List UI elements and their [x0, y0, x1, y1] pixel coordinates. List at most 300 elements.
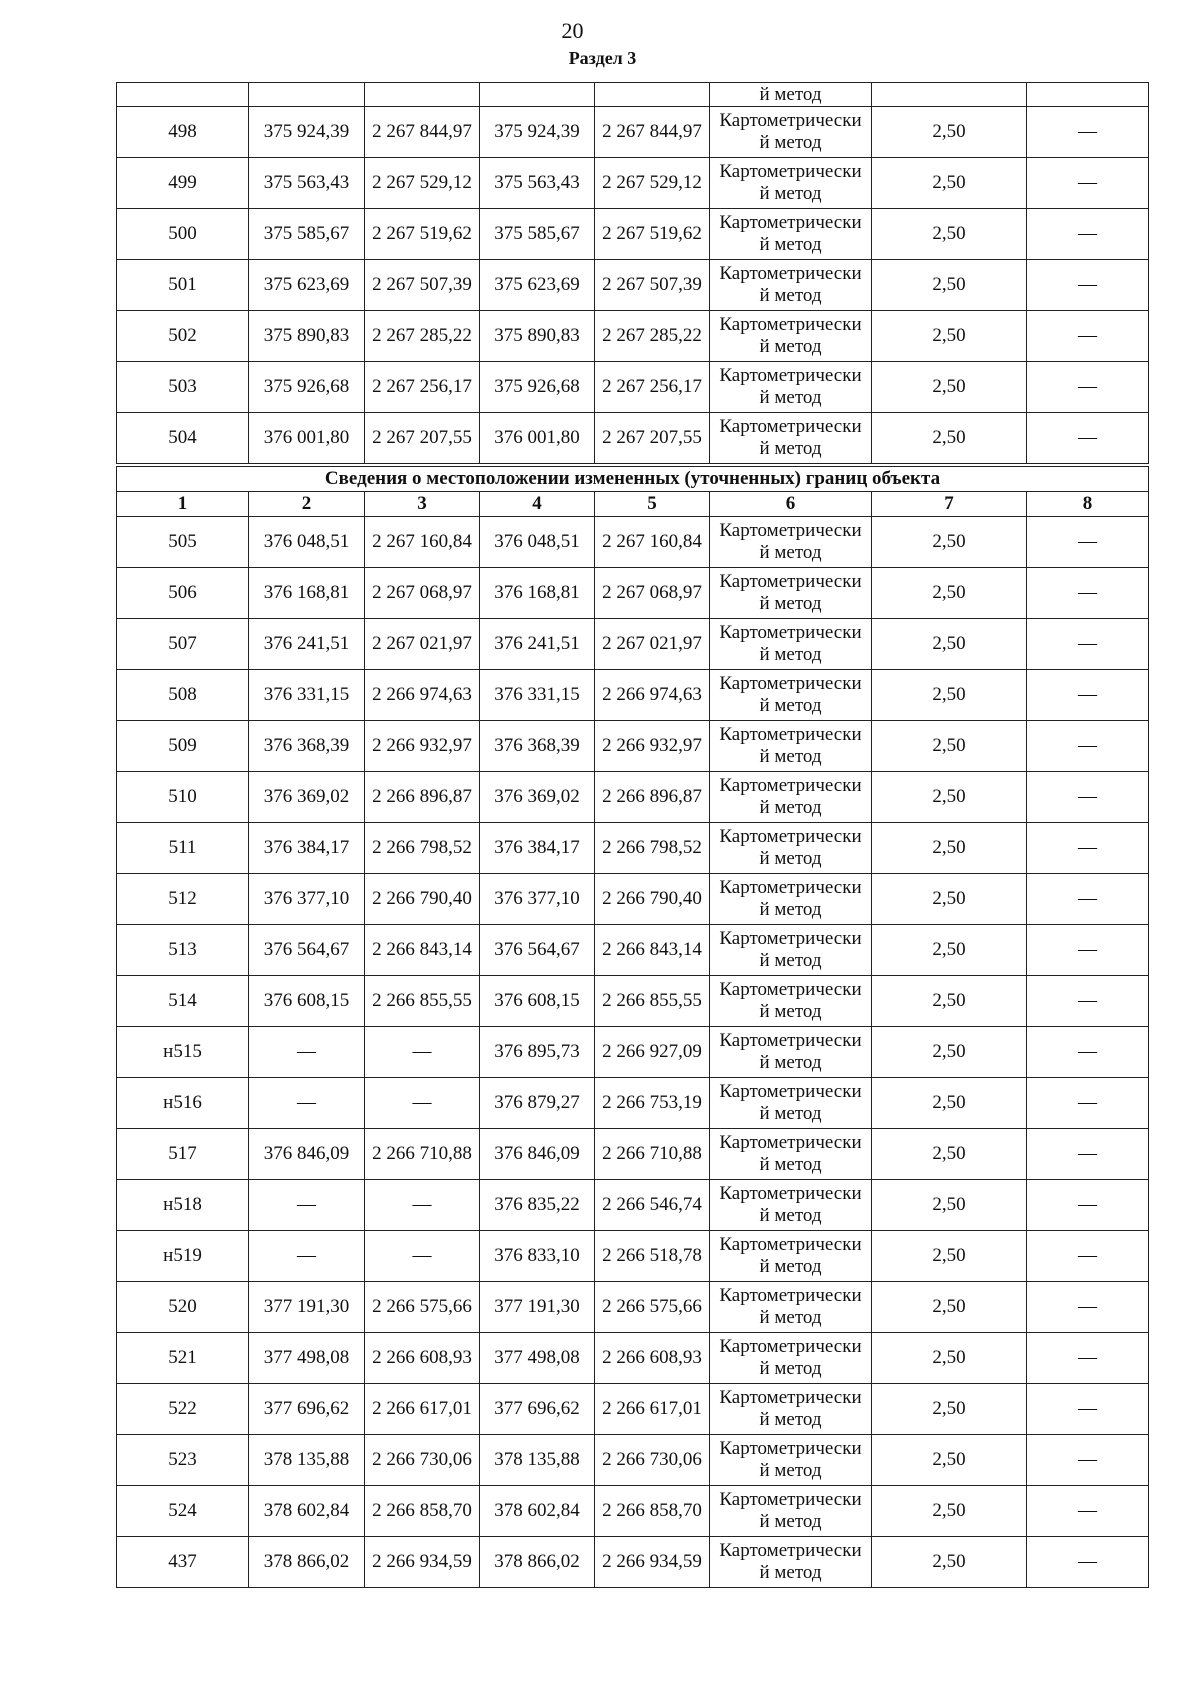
x-new-cell: 376 369,02: [480, 772, 595, 823]
x-new-cell: 376 895,73: [480, 1027, 595, 1078]
method-line-2: й метод: [759, 797, 822, 818]
note-cell: —: [1027, 1282, 1149, 1333]
column-numbers-row: [117, 492, 1149, 517]
column-number: 3: [365, 492, 480, 517]
column-number: 2: [249, 492, 365, 517]
y-new-cell: 2 266 974,63: [595, 670, 710, 721]
method-cell: [710, 413, 872, 466]
accuracy-cell: 2,50: [872, 976, 1027, 1027]
method-line-1: Картометрически: [719, 724, 862, 745]
x-new-cell: 377 498,08: [480, 1333, 595, 1384]
method-cell: [710, 1537, 872, 1588]
y-old-cell: —: [365, 1180, 480, 1231]
y-new-cell: 2 266 843,14: [595, 925, 710, 976]
y-new-cell: 2 267 507,39: [595, 260, 710, 311]
accuracy-cell: 2,50: [872, 158, 1027, 209]
x-old-cell: 376 001,80: [249, 413, 365, 466]
x-new-cell: 376 564,67: [480, 925, 595, 976]
method-line-2: й метод: [759, 899, 822, 920]
x-new-cell: 376 001,80: [480, 413, 595, 466]
y-old-cell: 2 266 730,06: [365, 1435, 480, 1486]
x-old-cell: 376 241,51: [249, 619, 365, 670]
method-line-2: й метод: [759, 1562, 822, 1583]
table-row: [117, 1180, 1149, 1231]
x-old-cell: 375 926,68: [249, 362, 365, 413]
method-line-1: Картометрически: [719, 979, 862, 1000]
x-new-cell: 376 241,51: [480, 619, 595, 670]
point-cell: 514: [117, 976, 249, 1027]
point-cell: 500: [117, 209, 249, 260]
method-cell: й метод: [710, 83, 872, 107]
y-new-cell: 2 267 844,97: [595, 107, 710, 158]
point-cell: 508: [117, 670, 249, 721]
x-new-cell: 376 331,15: [480, 670, 595, 721]
point-cell: 498: [117, 107, 249, 158]
method-line-1: Картометрически: [719, 1081, 862, 1102]
method-cell: [710, 670, 872, 721]
note-cell: —: [1027, 1333, 1149, 1384]
method-line-2: й метод: [759, 1460, 822, 1481]
table-row: [117, 158, 1149, 209]
method-line-2: й метод: [759, 695, 822, 716]
y-new-cell: 2 267 285,22: [595, 311, 710, 362]
method-line-1: Картометрически: [719, 1285, 862, 1306]
point-cell: н518: [117, 1180, 249, 1231]
point-cell: 499: [117, 158, 249, 209]
y-old-cell: —: [365, 1231, 480, 1282]
method-line-1: Картометрически: [719, 1183, 862, 1204]
point-cell: 512: [117, 874, 249, 925]
method-line-1: Картометрически: [719, 110, 862, 131]
method-cell: [710, 1282, 872, 1333]
table-row: [117, 1027, 1149, 1078]
method-cell: [710, 925, 872, 976]
method-line-2: й метод: [759, 746, 822, 767]
note-cell: —: [1027, 1384, 1149, 1435]
method-cell: [710, 517, 872, 568]
column-number: 4: [480, 492, 595, 517]
note-cell: —: [1027, 260, 1149, 311]
x-old-cell: 377 498,08: [249, 1333, 365, 1384]
x-new-cell: 375 623,69: [480, 260, 595, 311]
method-line-2: й метод: [759, 950, 822, 971]
y-new-cell: 2 266 730,06: [595, 1435, 710, 1486]
method-line-2: й метод: [759, 1001, 822, 1022]
note-cell: —: [1027, 925, 1149, 976]
x-old-cell: 375 585,67: [249, 209, 365, 260]
method-cell: [710, 260, 872, 311]
point-cell: н519: [117, 1231, 249, 1282]
method-cell: [710, 311, 872, 362]
x-old-cell: 378 866,02: [249, 1537, 365, 1588]
method-line-1: Картометрически: [719, 1336, 862, 1357]
table-row: [117, 1129, 1149, 1180]
table-row: [117, 568, 1149, 619]
x-new-cell: 376 833,10: [480, 1231, 595, 1282]
note-cell: —: [1027, 107, 1149, 158]
method-line-1: Картометрически: [719, 365, 862, 386]
method-cell: [710, 1435, 872, 1486]
method-line-2: й метод: [759, 234, 822, 255]
method-cell: [710, 362, 872, 413]
point-cell: 520: [117, 1282, 249, 1333]
point-cell: 511: [117, 823, 249, 874]
note-cell: —: [1027, 1027, 1149, 1078]
y-old-cell: 2 266 790,40: [365, 874, 480, 925]
y-new-cell: 2 266 798,52: [595, 823, 710, 874]
point-cell: 501: [117, 260, 249, 311]
table-row: [117, 670, 1149, 721]
table-row: [117, 362, 1149, 413]
method-line-1: Картометрически: [719, 928, 862, 949]
column-number: 1: [117, 492, 249, 517]
y-new-cell: 2 266 753,19: [595, 1078, 710, 1129]
table-row: [117, 1435, 1149, 1486]
point-cell: 509: [117, 721, 249, 772]
note-cell: —: [1027, 1435, 1149, 1486]
point-cell: н516: [117, 1078, 249, 1129]
method-line-2: й метод: [759, 285, 822, 306]
x-old-cell: 376 369,02: [249, 772, 365, 823]
y-old-cell: 2 267 507,39: [365, 260, 480, 311]
accuracy-cell: 2,50: [872, 1435, 1027, 1486]
x-old-cell: 376 377,10: [249, 874, 365, 925]
y-new-cell: 2 266 927,09: [595, 1027, 710, 1078]
coordinates-table: [116, 82, 1149, 1588]
x-new-cell: 375 924,39: [480, 107, 595, 158]
section-heading-row: [117, 465, 1149, 492]
y-old-cell: 2 266 974,63: [365, 670, 480, 721]
accuracy-cell: 2,50: [872, 1282, 1027, 1333]
method-cell: [710, 1384, 872, 1435]
method-cell: [710, 1231, 872, 1282]
method-line-2: й метод: [759, 1052, 822, 1073]
point-cell: 437: [117, 1537, 249, 1588]
y-new-cell: 2 267 529,12: [595, 158, 710, 209]
section-heading: Сведения о местоположении измененных (уточненных) границ объекта: [117, 465, 1149, 492]
method-cell: [710, 158, 872, 209]
method-line-1: Картометрически: [719, 1489, 862, 1510]
method-cell: [710, 619, 872, 670]
y-old-cell: 2 267 529,12: [365, 158, 480, 209]
accuracy-cell: 2,50: [872, 1384, 1027, 1435]
table-row: [117, 976, 1149, 1027]
method-line-2: й метод: [759, 848, 822, 869]
method-line-2: й метод: [759, 1409, 822, 1430]
point-cell: 507: [117, 619, 249, 670]
accuracy-cell: 2,50: [872, 362, 1027, 413]
accuracy-cell: 2,50: [872, 772, 1027, 823]
table-row: [117, 721, 1149, 772]
x-old-cell: 376 368,39: [249, 721, 365, 772]
accuracy-cell: 2,50: [872, 1129, 1027, 1180]
note-cell: —: [1027, 1537, 1149, 1588]
method-line-2: й метод: [759, 1205, 822, 1226]
x-new-cell: 377 696,62: [480, 1384, 595, 1435]
y-old-cell: 2 266 575,66: [365, 1282, 480, 1333]
table-row: [117, 1384, 1149, 1435]
method-line-2: й метод: [759, 1103, 822, 1124]
x-new-cell: 376 377,10: [480, 874, 595, 925]
y-old-cell: 2 267 844,97: [365, 107, 480, 158]
x-old-cell: 376 384,17: [249, 823, 365, 874]
point-cell: 517: [117, 1129, 249, 1180]
method-cell: [710, 1333, 872, 1384]
accuracy-cell: 2,50: [872, 1078, 1027, 1129]
method-line-2: й метод: [759, 336, 822, 357]
method-cell: [710, 1129, 872, 1180]
note-cell: —: [1027, 517, 1149, 568]
note-cell: —: [1027, 311, 1149, 362]
x-old-cell: 378 602,84: [249, 1486, 365, 1537]
y-new-cell: 2 267 256,17: [595, 362, 710, 413]
y-old-cell: 2 266 858,70: [365, 1486, 480, 1537]
x-old-cell: —: [249, 1180, 365, 1231]
accuracy-cell: 2,50: [872, 1027, 1027, 1078]
y-new-cell: 2 266 710,88: [595, 1129, 710, 1180]
accuracy-cell: 2,50: [872, 1231, 1027, 1282]
point-cell: 503: [117, 362, 249, 413]
method-line-1: Картометрически: [719, 1540, 862, 1561]
note-cell: —: [1027, 1129, 1149, 1180]
table-row: [117, 107, 1149, 158]
table-body-top: [117, 83, 1149, 466]
method-cell: [710, 1180, 872, 1231]
x-old-cell: 376 608,15: [249, 976, 365, 1027]
accuracy-cell: 2,50: [872, 670, 1027, 721]
accuracy-cell: 2,50: [872, 874, 1027, 925]
method-line-1: Картометрически: [719, 877, 862, 898]
note-cell: —: [1027, 976, 1149, 1027]
point-cell: 506: [117, 568, 249, 619]
x-new-cell: 378 602,84: [480, 1486, 595, 1537]
x-old-cell: 375 623,69: [249, 260, 365, 311]
x-old-cell: —: [249, 1078, 365, 1129]
table-row: [117, 1282, 1149, 1333]
accuracy-cell: 2,50: [872, 925, 1027, 976]
y-new-cell: 2 266 608,93: [595, 1333, 710, 1384]
y-old-cell: 2 266 608,93: [365, 1333, 480, 1384]
method-line-1: Картометрически: [719, 263, 862, 284]
y-old-cell: 2 266 843,14: [365, 925, 480, 976]
note-cell: —: [1027, 619, 1149, 670]
accuracy-cell: 2,50: [872, 260, 1027, 311]
method-cell: [710, 1078, 872, 1129]
method-line-2: й метод: [759, 387, 822, 408]
y-old-cell: 2 267 068,97: [365, 568, 480, 619]
x-new-cell: 376 846,09: [480, 1129, 595, 1180]
y-new-cell: 2 266 932,97: [595, 721, 710, 772]
table-row: [117, 619, 1149, 670]
y-new-cell: 2 267 519,62: [595, 209, 710, 260]
point-cell: 522: [117, 1384, 249, 1435]
y-old-cell: 2 267 207,55: [365, 413, 480, 466]
point-cell: 513: [117, 925, 249, 976]
note-cell: —: [1027, 362, 1149, 413]
table-body-bottom: [117, 517, 1149, 1588]
x-new-cell: 377 191,30: [480, 1282, 595, 1333]
y-new-cell: 2 266 575,66: [595, 1282, 710, 1333]
method-cell: [710, 721, 872, 772]
x-new-cell: 376 048,51: [480, 517, 595, 568]
method-line-2: й метод: [759, 438, 822, 459]
table-row: [117, 1486, 1149, 1537]
y-new-cell: 2 266 617,01: [595, 1384, 710, 1435]
point-cell: 502: [117, 311, 249, 362]
y-new-cell: 2 267 160,84: [595, 517, 710, 568]
note-cell: —: [1027, 1486, 1149, 1537]
note-cell: —: [1027, 772, 1149, 823]
method-line-2: й метод: [759, 644, 822, 665]
method-line-2: й метод: [759, 183, 822, 204]
method-line-1: Картометрически: [719, 314, 862, 335]
x-old-cell: 376 048,51: [249, 517, 365, 568]
y-old-cell: —: [365, 1078, 480, 1129]
method-line-2: й метод: [759, 593, 822, 614]
x-old-cell: 376 564,67: [249, 925, 365, 976]
method-cell: [710, 568, 872, 619]
method-line-1: Картометрически: [719, 673, 862, 694]
method-line-1: Картометрически: [719, 1387, 862, 1408]
accuracy-cell: 2,50: [872, 823, 1027, 874]
x-old-cell: 378 135,88: [249, 1435, 365, 1486]
accuracy-cell: 2,50: [872, 1537, 1027, 1588]
table-row: [117, 1537, 1149, 1588]
method-cell: [710, 874, 872, 925]
table-row: [117, 1078, 1149, 1129]
method-line-1: Картометрически: [719, 775, 862, 796]
y-old-cell: 2 266 932,97: [365, 721, 480, 772]
table-row: [117, 1333, 1149, 1384]
x-new-cell: 378 866,02: [480, 1537, 595, 1588]
page-number: 20: [561, 18, 584, 43]
y-new-cell: 2 266 896,87: [595, 772, 710, 823]
method-line-1: Картометрически: [719, 161, 862, 182]
y-old-cell: 2 266 855,55: [365, 976, 480, 1027]
x-new-cell: 375 890,83: [480, 311, 595, 362]
method-line-1: Картометрически: [719, 520, 862, 541]
column-number: 5: [595, 492, 710, 517]
accuracy-cell: 2,50: [872, 107, 1027, 158]
method-line-1: Картометрически: [719, 1234, 862, 1255]
y-new-cell: 2 266 518,78: [595, 1231, 710, 1282]
table-row: [117, 925, 1149, 976]
x-old-cell: 377 696,62: [249, 1384, 365, 1435]
table-row: [117, 772, 1149, 823]
note-cell: —: [1027, 568, 1149, 619]
method-line-1: Картометрически: [719, 212, 862, 233]
y-old-cell: 2 266 710,88: [365, 1129, 480, 1180]
point-cell: 524: [117, 1486, 249, 1537]
accuracy-cell: 2,50: [872, 1333, 1027, 1384]
x-new-cell: 376 384,17: [480, 823, 595, 874]
accuracy-cell: 2,50: [872, 413, 1027, 466]
method-cell: [710, 209, 872, 260]
method-cell: [710, 107, 872, 158]
table-row: [117, 413, 1149, 466]
y-new-cell: 2 266 858,70: [595, 1486, 710, 1537]
x-old-cell: 376 331,15: [249, 670, 365, 721]
point-cell: 523: [117, 1435, 249, 1486]
x-new-cell: 376 608,15: [480, 976, 595, 1027]
point-cell: 505: [117, 517, 249, 568]
method-line-2: й метод: [759, 1511, 822, 1532]
method-cell: [710, 976, 872, 1027]
y-new-cell: 2 267 021,97: [595, 619, 710, 670]
method-line-1: Картометрически: [719, 571, 862, 592]
accuracy-cell: 2,50: [872, 721, 1027, 772]
x-new-cell: 378 135,88: [480, 1435, 595, 1486]
note-cell: —: [1027, 721, 1149, 772]
point-cell: 504: [117, 413, 249, 466]
x-new-cell: 375 926,68: [480, 362, 595, 413]
y-new-cell: 2 267 207,55: [595, 413, 710, 466]
table-row: [117, 874, 1149, 925]
x-new-cell: 376 879,27: [480, 1078, 595, 1129]
note-cell: —: [1027, 209, 1149, 260]
y-old-cell: 2 267 160,84: [365, 517, 480, 568]
method-cell: [710, 772, 872, 823]
x-old-cell: 377 191,30: [249, 1282, 365, 1333]
method-line-1: Картометрически: [719, 1132, 862, 1153]
column-number: 7: [872, 492, 1027, 517]
y-old-cell: 2 267 285,22: [365, 311, 480, 362]
method-line-1: Картометрически: [719, 1030, 862, 1051]
table-row: [117, 260, 1149, 311]
method-line-2: й метод: [759, 1256, 822, 1277]
x-new-cell: 376 168,81: [480, 568, 595, 619]
method-line-1: Картометрически: [719, 826, 862, 847]
column-number: 6: [710, 492, 872, 517]
x-old-cell: —: [249, 1027, 365, 1078]
accuracy-cell: 2,50: [872, 1486, 1027, 1537]
note-cell: —: [1027, 1231, 1149, 1282]
note-cell: —: [1027, 158, 1149, 209]
y-old-cell: 2 266 798,52: [365, 823, 480, 874]
method-line-2: й метод: [759, 132, 822, 153]
method-line-1: Картометрически: [719, 622, 862, 643]
y-new-cell: 2 267 068,97: [595, 568, 710, 619]
x-new-cell: 376 368,39: [480, 721, 595, 772]
accuracy-cell: 2,50: [872, 209, 1027, 260]
x-new-cell: 376 835,22: [480, 1180, 595, 1231]
accuracy-cell: 2,50: [872, 517, 1027, 568]
accuracy-cell: 2,50: [872, 311, 1027, 362]
note-cell: —: [1027, 1078, 1149, 1129]
accuracy-cell: 2,50: [872, 619, 1027, 670]
method-line-1: Картометрически: [719, 416, 862, 437]
y-old-cell: 2 266 934,59: [365, 1537, 480, 1588]
y-new-cell: 2 266 546,74: [595, 1180, 710, 1231]
y-new-cell: 2 266 855,55: [595, 976, 710, 1027]
x-old-cell: 375 924,39: [249, 107, 365, 158]
method-line-2: й метод: [759, 1307, 822, 1328]
note-cell: —: [1027, 670, 1149, 721]
continuation-row: [117, 83, 1149, 107]
method-line-1: Картометрически: [719, 1438, 862, 1459]
x-old-cell: —: [249, 1231, 365, 1282]
point-cell: 521: [117, 1333, 249, 1384]
y-new-cell: 2 266 934,59: [595, 1537, 710, 1588]
y-old-cell: 2 267 021,97: [365, 619, 480, 670]
method-cell: [710, 1027, 872, 1078]
x-new-cell: 375 585,67: [480, 209, 595, 260]
section-heading-body: [117, 465, 1149, 517]
method-cell: [710, 1486, 872, 1537]
table-row: [117, 1231, 1149, 1282]
table-row: [117, 311, 1149, 362]
note-cell: —: [1027, 1180, 1149, 1231]
